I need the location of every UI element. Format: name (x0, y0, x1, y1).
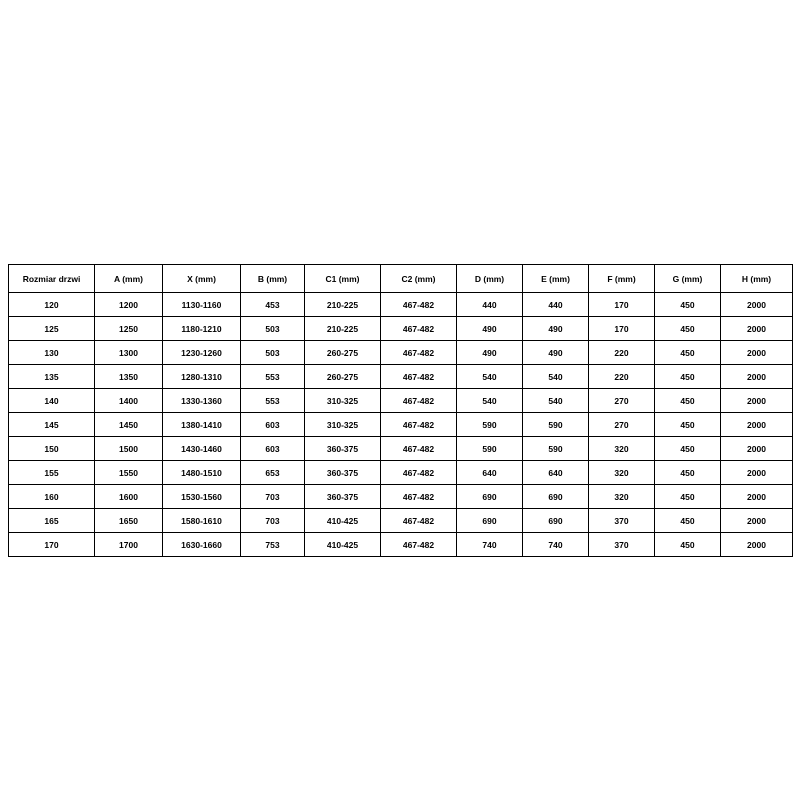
cell-value: 2000 (721, 509, 793, 533)
cell-value: 2000 (721, 293, 793, 317)
cell-door-size: 155 (9, 461, 95, 485)
cell-value: 590 (457, 437, 523, 461)
cell-value: 467-482 (381, 413, 457, 437)
cell-value: 490 (457, 317, 523, 341)
cell-value: 553 (241, 389, 305, 413)
cell-value: 690 (523, 509, 589, 533)
cell-value: 1350 (95, 365, 163, 389)
cell-door-size: 120 (9, 293, 95, 317)
cell-value: 450 (655, 437, 721, 461)
cell-door-size: 145 (9, 413, 95, 437)
cell-value: 503 (241, 341, 305, 365)
cell-value: 503 (241, 317, 305, 341)
cell-value: 2000 (721, 437, 793, 461)
table-row (9, 341, 793, 365)
cell-value: 1630-1660 (163, 533, 241, 557)
cell-value: 270 (589, 413, 655, 437)
column-header-9: G (mm) (655, 265, 721, 293)
cell-value: 1600 (95, 485, 163, 509)
table-row (9, 317, 793, 341)
cell-value: 360-375 (305, 485, 381, 509)
cell-value: 220 (589, 341, 655, 365)
cell-value: 410-425 (305, 509, 381, 533)
cell-value: 320 (589, 461, 655, 485)
cell-value: 450 (655, 413, 721, 437)
table-row (9, 485, 793, 509)
cell-value: 1430-1460 (163, 437, 241, 461)
cell-value: 753 (241, 533, 305, 557)
cell-value: 450 (655, 509, 721, 533)
cell-value: 467-482 (381, 293, 457, 317)
cell-value: 450 (655, 389, 721, 413)
cell-value: 320 (589, 437, 655, 461)
cell-value: 603 (241, 437, 305, 461)
cell-value: 640 (457, 461, 523, 485)
cell-value: 467-482 (381, 461, 457, 485)
cell-value: 467-482 (381, 341, 457, 365)
cell-value: 1280-1310 (163, 365, 241, 389)
cell-value: 540 (457, 389, 523, 413)
cell-value: 1500 (95, 437, 163, 461)
cell-value: 410-425 (305, 533, 381, 557)
cell-value: 553 (241, 365, 305, 389)
cell-value: 703 (241, 509, 305, 533)
column-header-6: D (mm) (457, 265, 523, 293)
cell-door-size: 140 (9, 389, 95, 413)
cell-value: 220 (589, 365, 655, 389)
cell-value: 740 (457, 533, 523, 557)
cell-value: 310-325 (305, 389, 381, 413)
cell-value: 1450 (95, 413, 163, 437)
table-row (9, 533, 793, 557)
cell-value: 320 (589, 485, 655, 509)
cell-value: 467-482 (381, 509, 457, 533)
door-size-table (8, 264, 793, 557)
cell-door-size: 165 (9, 509, 95, 533)
column-header-4: C1 (mm) (305, 265, 381, 293)
cell-value: 540 (523, 365, 589, 389)
cell-value: 360-375 (305, 461, 381, 485)
cell-value: 450 (655, 317, 721, 341)
cell-value: 2000 (721, 533, 793, 557)
cell-value: 260-275 (305, 341, 381, 365)
table-header (9, 265, 793, 293)
cell-value: 310-325 (305, 413, 381, 437)
cell-value: 170 (589, 317, 655, 341)
cell-value: 210-225 (305, 293, 381, 317)
cell-value: 1230-1260 (163, 341, 241, 365)
cell-value: 370 (589, 509, 655, 533)
column-header-0: Rozmiar drzwi (9, 265, 95, 293)
cell-value: 2000 (721, 365, 793, 389)
column-header-1: A (mm) (95, 265, 163, 293)
table-body (9, 293, 793, 557)
table-row (9, 293, 793, 317)
table-row (9, 509, 793, 533)
cell-value: 440 (523, 293, 589, 317)
column-header-8: F (mm) (589, 265, 655, 293)
cell-value: 467-482 (381, 365, 457, 389)
table-row (9, 461, 793, 485)
cell-value: 467-482 (381, 485, 457, 509)
cell-value: 467-482 (381, 317, 457, 341)
cell-value: 1480-1510 (163, 461, 241, 485)
cell-value: 690 (523, 485, 589, 509)
cell-value: 703 (241, 485, 305, 509)
cell-value: 640 (523, 461, 589, 485)
cell-value: 450 (655, 365, 721, 389)
cell-value: 1330-1360 (163, 389, 241, 413)
cell-door-size: 125 (9, 317, 95, 341)
cell-value: 653 (241, 461, 305, 485)
cell-value: 490 (457, 341, 523, 365)
cell-value: 450 (655, 341, 721, 365)
cell-value: 490 (523, 317, 589, 341)
column-header-10: H (mm) (721, 265, 793, 293)
cell-value: 1530-1560 (163, 485, 241, 509)
cell-door-size: 150 (9, 437, 95, 461)
cell-value: 2000 (721, 341, 793, 365)
cell-value: 1550 (95, 461, 163, 485)
cell-door-size: 170 (9, 533, 95, 557)
column-header-7: E (mm) (523, 265, 589, 293)
table-row (9, 413, 793, 437)
cell-value: 603 (241, 413, 305, 437)
cell-value: 740 (523, 533, 589, 557)
column-header-5: C2 (mm) (381, 265, 457, 293)
cell-value: 1130-1160 (163, 293, 241, 317)
cell-value: 1180-1210 (163, 317, 241, 341)
cell-value: 590 (523, 413, 589, 437)
cell-value: 370 (589, 533, 655, 557)
cell-door-size: 130 (9, 341, 95, 365)
cell-value: 170 (589, 293, 655, 317)
cell-value: 360-375 (305, 437, 381, 461)
cell-value: 490 (523, 341, 589, 365)
cell-value: 450 (655, 533, 721, 557)
cell-value: 1650 (95, 509, 163, 533)
cell-value: 540 (457, 365, 523, 389)
cell-value: 2000 (721, 389, 793, 413)
cell-value: 1400 (95, 389, 163, 413)
cell-value: 450 (655, 293, 721, 317)
cell-value: 260-275 (305, 365, 381, 389)
cell-value: 450 (655, 461, 721, 485)
cell-value: 2000 (721, 485, 793, 509)
cell-value: 1200 (95, 293, 163, 317)
cell-value: 440 (457, 293, 523, 317)
cell-value: 690 (457, 509, 523, 533)
table-row (9, 365, 793, 389)
cell-value: 1250 (95, 317, 163, 341)
table-header-row (9, 265, 793, 293)
cell-value: 1380-1410 (163, 413, 241, 437)
cell-value: 467-482 (381, 389, 457, 413)
cell-value: 453 (241, 293, 305, 317)
cell-value: 590 (523, 437, 589, 461)
table-row (9, 389, 793, 413)
cell-value: 590 (457, 413, 523, 437)
cell-value: 2000 (721, 413, 793, 437)
cell-value: 270 (589, 389, 655, 413)
cell-door-size: 160 (9, 485, 95, 509)
column-header-3: B (mm) (241, 265, 305, 293)
cell-value: 450 (655, 485, 721, 509)
size-table-container (8, 264, 792, 557)
cell-value: 540 (523, 389, 589, 413)
cell-value: 2000 (721, 317, 793, 341)
cell-door-size: 135 (9, 365, 95, 389)
column-header-2: X (mm) (163, 265, 241, 293)
table-row (9, 437, 793, 461)
cell-value: 467-482 (381, 533, 457, 557)
cell-value: 690 (457, 485, 523, 509)
cell-value: 1300 (95, 341, 163, 365)
cell-value: 210-225 (305, 317, 381, 341)
cell-value: 2000 (721, 461, 793, 485)
cell-value: 1700 (95, 533, 163, 557)
cell-value: 1580-1610 (163, 509, 241, 533)
cell-value: 467-482 (381, 437, 457, 461)
